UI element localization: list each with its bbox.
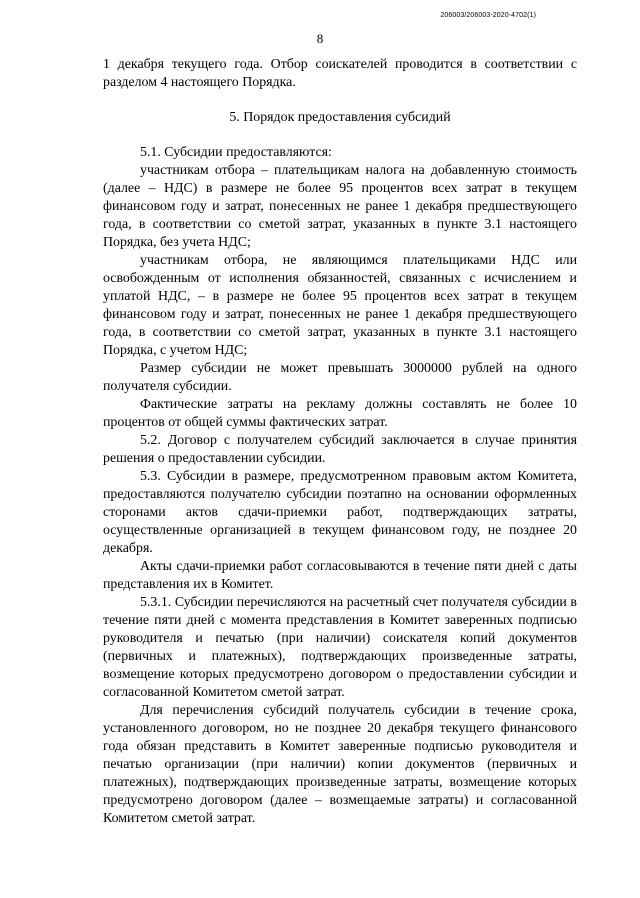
page-number: 8 — [316, 31, 324, 46]
paragraph-transfer-conditions: Для перечисления субсидий получатель субсидии в течение срока, установленного договором, но не позднее 20 декабря текущего финансового года обязан представить в Комитет заверенные подписью руководителя и печатью организации (при наличии) копии документов (первичных и платежных), подтверждающих произведенные затраты, возмещение которых предусмотрено договором (далее – возмещаемые затраты) и согласованной Комитетом сметой затрат. — [103, 703, 577, 826]
intro-paragraph: 1 декабря текущего года. Отбор соискателей проводится в соответствии с разделом 4 настоящего Порядка. — [103, 57, 577, 90]
paragraph-5-1: 5.1. Субсидии предоставляются: — [140, 145, 332, 160]
section-title: 5. Порядок предоставления субсидий — [229, 110, 451, 125]
paragraph-advertising-costs: Фактические затраты на рекламу должны составлять не более 10 процентов от общей суммы фактических затрат. — [103, 397, 577, 430]
paragraph-non-vat-payers: участникам отбора, не являющимся плательщиками НДС или освобожденным от исполнения обязанностей, связанных с исчислением и уплатой НДС, – в размере не более 95 процентов всех затрат в текущем финансовом году и затрат, понесенных не ранее 1 декабря предшествующего года, в соответствии со сметой затрат, указанных в пункте 3.1 настоящего Порядка, с учетом НДС; — [103, 253, 577, 358]
document-code: 206003/206003-2020-4702(1) — [440, 12, 536, 19]
paragraph-acceptance-acts: Акты сдачи-приемки работ согласовываются в течение пяти дней с даты представления их в Комитет. — [103, 559, 577, 592]
paragraph-5-3: 5.3. Субсидии в размере, предусмотренном правовым актом Комитета, предоставляются получателю субсидии поэтапно на основании оформленных сторонами актов сдачи-приемки работ, подтверждающих затраты, осуществленные организацией в текущем финансовом году, не позднее 20 декабря. — [103, 469, 577, 556]
paragraph-vat-payers: участникам отбора – плательщикам налога на добавленную стоимость (далее – НДС) в размере не более 95 процентов всех затрат в текущем финансовом году и затрат, понесенных не ранее 1 декабря предшествующего года, в соответствии со сметой затрат, указанных в пункте 3.1 настоящего Порядка, без учета НДС; — [103, 163, 577, 250]
paragraph-5-3-1: 5.3.1. Субсидии перечисляются на расчетный счет получателя субсидии в течение пяти дней с момента представления в Комитет заверенных подписью руководителя и печатью (при наличии) соискателя копий документов (первичных и платежных), подтверждающих произведенные затраты, возмещение которых предусмотрено договором о предоставлении субсидии и согласованной Комитетом сметой затрат. — [103, 595, 577, 700]
paragraph-5-2: 5.2. Договор с получателем субсидий заключается в случае принятия решения о предоставлении субсидии. — [103, 433, 577, 466]
document-body — [103, 56, 577, 828]
paragraph-max-subsidy: Размер субсидии не может превышать 3000000 рублей на одного получателя субсидии. — [103, 361, 577, 394]
